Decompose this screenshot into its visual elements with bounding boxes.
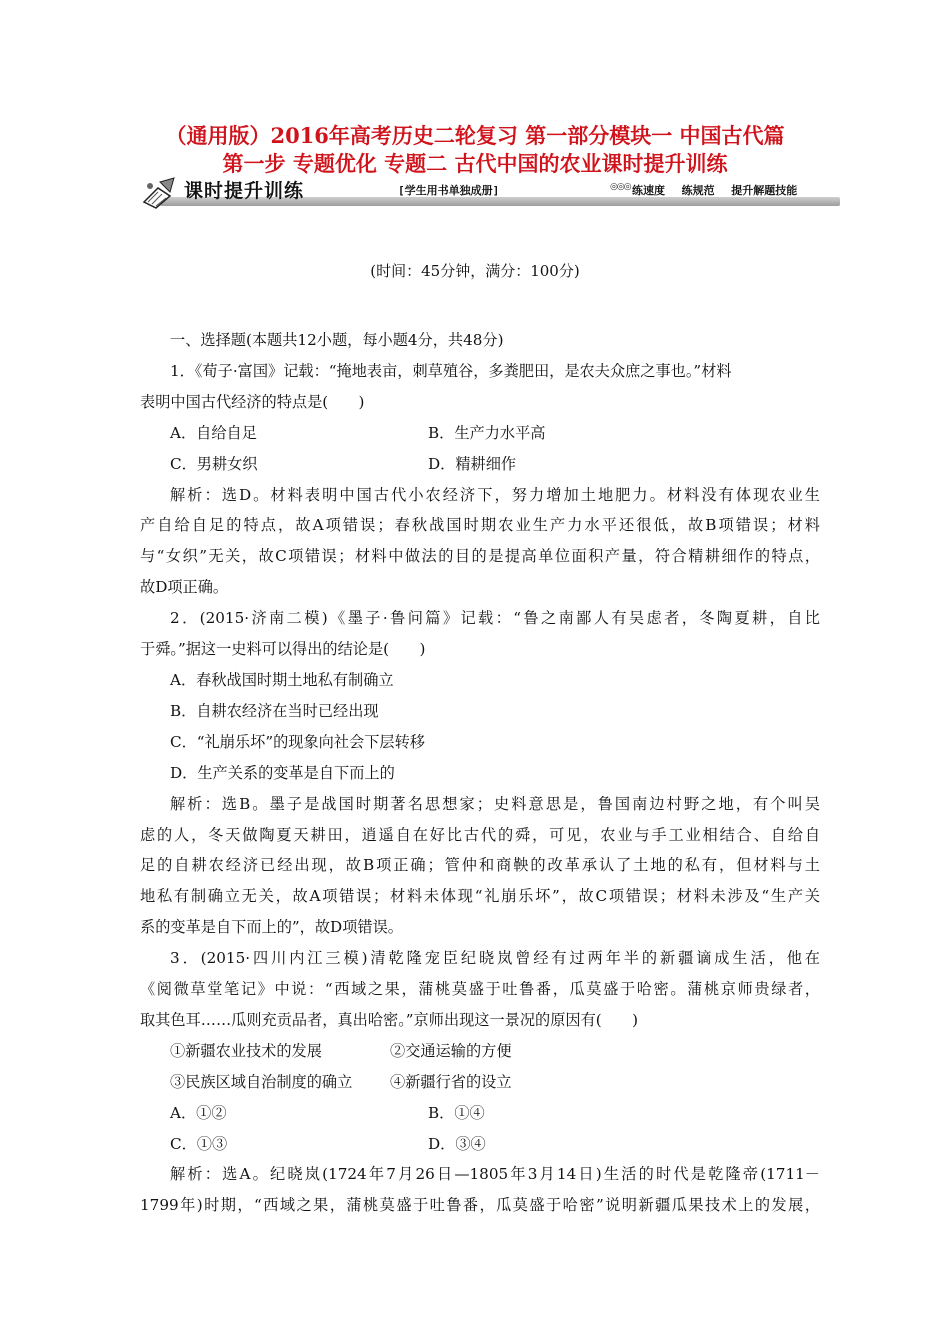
q3-item-1: ①新疆农业技术的发展 bbox=[170, 1041, 322, 1060]
q2-option-c: C．“礼崩乐坏”的现象向社会下层转移 bbox=[170, 732, 425, 751]
q3-items-row1 bbox=[140, 1036, 820, 1067]
q3-analysis-line1: 解析：选A。纪晓岚(1724年7月26日—1805年3月14日)生活的时代是乾隆帝(1711－ bbox=[170, 1165, 820, 1184]
q1-option-d: D．精耕细作 bbox=[428, 454, 517, 473]
q3-item-2: ②交通运输的方便 bbox=[390, 1041, 512, 1060]
q2-stem-line1: 2．(2015·济南二模)《墨子·鲁问篇》记载：“鲁之南鄙人有吴虑者，冬陶夏耕，自比 bbox=[170, 609, 820, 628]
q2-option-d: D．生产关系的变革是自下而上的 bbox=[170, 763, 395, 782]
q3-option-a: A．①② bbox=[170, 1103, 227, 1122]
q1-stem-line1: 1．《荀子·富国》记载：“掩地表亩，刺草殖谷，多粪肥田，是农夫众庶之事也。”材料 bbox=[170, 361, 732, 380]
q2-analysis-line2: 虑的人，冬天做陶夏天耕田，逍遥自在好比古代的舜，可见，农业与手工业相结合、自给自 bbox=[140, 825, 820, 844]
q2-analysis-line4: 地私有制确立无关，故A项错误；材料未体现“礼崩乐坏”，故C项错误；材料未涉及“生产关 bbox=[140, 887, 820, 906]
q3-option-b: B．①④ bbox=[428, 1103, 485, 1122]
q3-item-4: ④新疆行省的设立 bbox=[390, 1072, 512, 1091]
q1-analysis-line4: 故D项正确。 bbox=[140, 578, 229, 597]
q1-options-row2 bbox=[140, 449, 820, 480]
q1-analysis-line3: 与“女织”无关，故C项错误；材料中做法的目的是提高单位面积产量，符合精耕细作的特点， bbox=[140, 547, 820, 566]
q3-option-d: D．③④ bbox=[428, 1134, 486, 1153]
q2-analysis-line1: 解析：选B。墨子是战国时期著名思想家；史料意思是，鲁国南边村野之地，有个叫吴 bbox=[170, 794, 820, 813]
q3-options-row2 bbox=[140, 1129, 820, 1160]
q3-option-c: C．①③ bbox=[170, 1134, 228, 1153]
banner-book-note: [学生用书单独成册] bbox=[398, 184, 500, 197]
q1-options-row1 bbox=[140, 418, 820, 449]
document-title-line1: （通用版）2016年高考历史二轮复习 第一部分模块一 中国古代篇 bbox=[165, 123, 785, 148]
q1-analysis-line2: 产自给自足的特点，故A项错误；春秋战国时期农业生产力水平还很低，故B项错误；材料 bbox=[140, 516, 820, 535]
q1-analysis-line1: 解析：选D。材料表明中国古代小农经济下，努力增加土地肥力。材料没有体现农业生 bbox=[170, 485, 820, 504]
q1-option-a: A．自给自足 bbox=[170, 423, 257, 442]
banner-dots: ◎◎◎ bbox=[610, 182, 631, 192]
banner-tags: 练速度 练规范 提升解题技能 bbox=[632, 184, 798, 197]
q2-option-a: A．春秋战国时期土地私有制确立 bbox=[170, 670, 394, 689]
book-pencil-icon bbox=[140, 176, 182, 210]
q1-stem-line2: 表明中国古代经济的特点是( ) bbox=[140, 392, 365, 411]
q3-item-3: ③民族区域自治制度的确立 bbox=[170, 1072, 353, 1091]
section-banner bbox=[140, 176, 840, 210]
q1-option-b: B．生产力水平高 bbox=[428, 423, 546, 442]
exam-time-score: (时间：45分钟，满分：100分) bbox=[370, 262, 580, 280]
q3-stem-line1: 3．(2015·四川内江三模)清乾隆宠臣纪晓岚曾经有过两年半的新疆谪成生活，他在 bbox=[170, 949, 820, 968]
section-title: 一、选择题(本题共12小题，每小题4分，共48分) bbox=[170, 331, 504, 349]
q2-analysis-line3: 足的自耕农经济已经出现，故B项正确；管仲和商鞅的改革承认了土地的私有，但材料与土 bbox=[140, 856, 820, 875]
q3-analysis-line2: 1799年)时期，“西域之果，蒲桃莫盛于吐鲁番，瓜莫盛于哈密”说明新疆瓜果技术上的发展， bbox=[140, 1196, 820, 1215]
banner-title: 课时提升训练 bbox=[184, 180, 305, 202]
q2-option-b: B．自耕农经济在当时已经出现 bbox=[170, 701, 379, 720]
q3-stem-line2: 《阅微草堂笔记》中说：“西域之果，蒲桃莫盛于吐鲁番，瓜莫盛于哈密。蒲桃京师贵绿者， bbox=[140, 980, 820, 999]
q3-options-row1 bbox=[140, 1098, 820, 1129]
document-title-line2: 第一步 专题优化 专题二 古代中国的农业课时提升训练 bbox=[222, 151, 728, 176]
q3-items-row2 bbox=[140, 1067, 820, 1098]
q2-analysis-line5: 系的变革是自下而上的”，故D项错误。 bbox=[140, 918, 403, 937]
document-body bbox=[140, 325, 820, 1221]
q2-stem-line2: 于舜。”据这一史料可以得出的结论是( ) bbox=[140, 640, 426, 659]
q1-option-c: C．男耕女织 bbox=[170, 454, 258, 473]
q3-stem-line3: 取其色耳……瓜则充贡品者，真出哈密。”京师出现这一景况的原因有( ) bbox=[140, 1010, 639, 1029]
